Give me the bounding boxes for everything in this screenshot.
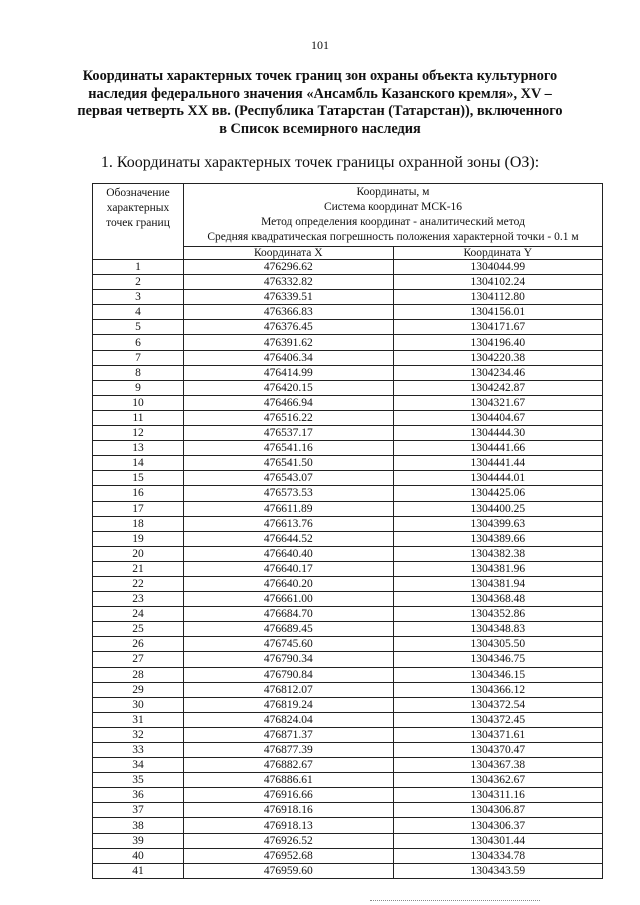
x-coordinate-cell: 476952.68 — [184, 848, 394, 863]
point-number-cell: 22 — [93, 576, 184, 591]
x-coordinate-cell: 476414.99 — [184, 365, 394, 380]
point-number-cell: 25 — [93, 622, 184, 637]
y-coordinate-cell: 1304368.48 — [393, 592, 603, 607]
point-number-cell: 6 — [93, 335, 184, 350]
point-number-cell: 34 — [93, 758, 184, 773]
y-coordinate-cell: 1304444.30 — [393, 426, 603, 441]
point-number-cell: 18 — [93, 516, 184, 531]
table-row — [93, 320, 603, 335]
table-row — [93, 607, 603, 622]
x-coordinate-cell: 476812.07 — [184, 682, 394, 697]
y-coordinate-cell: 1304348.83 — [393, 622, 603, 637]
point-number-cell: 40 — [93, 848, 184, 863]
table-row — [93, 350, 603, 365]
x-coordinate-cell: 476661.00 — [184, 592, 394, 607]
y-coordinate-cell: 1304381.94 — [393, 576, 603, 591]
section-title: 1. Координаты характерных точек границы охранной зоны (ОЗ): — [100, 154, 540, 171]
table-row — [93, 773, 603, 788]
point-number-cell: 36 — [93, 788, 184, 803]
x-coordinate-cell: 476640.17 — [184, 561, 394, 576]
point-number-cell: 16 — [93, 486, 184, 501]
table-row — [93, 471, 603, 486]
y-coordinate-cell: 1304389.66 — [393, 531, 603, 546]
y-coordinate-cell: 1304311.16 — [393, 788, 603, 803]
x-coordinate-cell: 476790.34 — [184, 652, 394, 667]
designation-header-line: точек границ — [106, 217, 170, 229]
point-number-cell: 29 — [93, 682, 184, 697]
y-coordinate-cell: 1304306.87 — [393, 803, 603, 818]
y-coordinate-cell: 1304441.66 — [393, 441, 603, 456]
point-number-cell: 7 — [93, 350, 184, 365]
table-row — [93, 863, 603, 878]
table-row — [93, 486, 603, 501]
y-coordinate-cell: 1304372.45 — [393, 712, 603, 727]
x-coordinate-cell: 476926.52 — [184, 833, 394, 848]
y-coordinate-cell: 1304425.06 — [393, 486, 603, 501]
point-number-cell: 27 — [93, 652, 184, 667]
table-row — [93, 727, 603, 742]
point-number-cell: 32 — [93, 727, 184, 742]
designation-header — [93, 184, 184, 260]
y-coordinate-cell: 1304156.01 — [393, 305, 603, 320]
point-number-cell: 15 — [93, 471, 184, 486]
table-row — [93, 743, 603, 758]
title-line: первая четверть XX вв. (Республика Татарстан (Татарстан)), включенного — [77, 103, 563, 119]
table-row — [93, 818, 603, 833]
y-coordinate-cell: 1304362.67 — [393, 773, 603, 788]
y-coordinate-cell: 1304366.12 — [393, 682, 603, 697]
point-number-cell: 19 — [93, 531, 184, 546]
x-coordinate-cell: 476959.60 — [184, 863, 394, 878]
page-number: 101 — [311, 38, 329, 52]
document-title — [70, 68, 570, 138]
point-number-cell: 12 — [93, 426, 184, 441]
title-line: наследия федерального значения «Ансамбль Казанского кремля», XV – — [88, 85, 552, 102]
table-row — [93, 260, 603, 275]
point-number-cell: 24 — [93, 607, 184, 622]
y-coordinate-cell: 1304400.25 — [393, 501, 603, 516]
coordinates-header-line: Координаты, м — [356, 186, 430, 198]
point-number-cell: 38 — [93, 818, 184, 833]
table-row — [93, 682, 603, 697]
designation-header-line: Обозначение — [106, 187, 170, 199]
table-row — [93, 456, 603, 471]
coordinates-header — [184, 184, 603, 247]
coordinates-table — [92, 183, 603, 879]
x-coordinate-cell: 476877.39 — [184, 743, 394, 758]
table-row — [93, 501, 603, 516]
x-coordinate-cell: 476332.82 — [184, 275, 394, 290]
x-coordinate-cell: 476466.94 — [184, 395, 394, 410]
point-number-cell: 37 — [93, 803, 184, 818]
table-row — [93, 697, 603, 712]
x-coordinate-cell: 476366.83 — [184, 305, 394, 320]
table-row — [93, 576, 603, 591]
y-coordinate-cell: 1304112.80 — [393, 290, 603, 305]
point-number-cell: 26 — [93, 637, 184, 652]
table-row — [93, 290, 603, 305]
table-row — [93, 546, 603, 561]
table-row — [93, 803, 603, 818]
table-row — [93, 410, 603, 425]
point-number-cell: 30 — [93, 697, 184, 712]
y-coordinate-cell: 1304382.38 — [393, 546, 603, 561]
point-number-cell: 10 — [93, 395, 184, 410]
table-row — [93, 335, 603, 350]
x-coordinate-cell: 476684.70 — [184, 607, 394, 622]
footer-divider — [370, 900, 540, 901]
point-number-cell: 21 — [93, 561, 184, 576]
table-row — [93, 441, 603, 456]
y-coordinate-cell: 1304196.40 — [393, 335, 603, 350]
x-coordinate-cell: 476819.24 — [184, 697, 394, 712]
y-coordinate-cell: 1304371.61 — [393, 727, 603, 742]
y-coordinate-cell: 1304044.99 — [393, 260, 603, 275]
table-row — [93, 848, 603, 863]
table-row — [93, 833, 603, 848]
point-number-cell: 5 — [93, 320, 184, 335]
point-number-cell: 14 — [93, 456, 184, 471]
y-coordinate-cell: 1304343.59 — [393, 863, 603, 878]
table-row — [93, 365, 603, 380]
x-coordinate-cell: 476745.60 — [184, 637, 394, 652]
table-row — [93, 788, 603, 803]
y-coordinate-header: Координата Y — [393, 247, 603, 260]
y-coordinate-cell: 1304321.67 — [393, 395, 603, 410]
point-number-cell: 4 — [93, 305, 184, 320]
x-coordinate-cell: 476516.22 — [184, 410, 394, 425]
coordinates-header-line: Средняя квадратическая погрешность положения характерной точки - 0.1 м — [207, 231, 579, 243]
designation-header-line: характерных — [106, 202, 170, 214]
y-coordinate-cell: 1304301.44 — [393, 833, 603, 848]
x-coordinate-cell: 476420.15 — [184, 380, 394, 395]
table-row — [93, 622, 603, 637]
y-coordinate-cell: 1304346.75 — [393, 652, 603, 667]
x-coordinate-cell: 476640.20 — [184, 576, 394, 591]
y-coordinate-cell: 1304352.86 — [393, 607, 603, 622]
point-number-cell: 9 — [93, 380, 184, 395]
y-coordinate-cell: 1304372.54 — [393, 697, 603, 712]
y-coordinate-cell: 1304404.67 — [393, 410, 603, 425]
y-coordinate-cell: 1304441.44 — [393, 456, 603, 471]
x-coordinate-cell: 476541.50 — [184, 456, 394, 471]
table-row — [93, 426, 603, 441]
x-coordinate-cell: 476406.34 — [184, 350, 394, 365]
x-coordinate-cell: 476339.51 — [184, 290, 394, 305]
title-line: в Список всемирного наследия — [219, 120, 421, 137]
x-coordinate-cell: 476296.62 — [184, 260, 394, 275]
title-line: Координаты характерных точек границ зон охраны объекта культурного — [82, 68, 558, 84]
y-coordinate-cell: 1304234.46 — [393, 365, 603, 380]
y-coordinate-cell: 1304102.24 — [393, 275, 603, 290]
x-coordinate-cell: 476790.84 — [184, 667, 394, 682]
point-number-cell: 23 — [93, 592, 184, 607]
point-number-cell: 28 — [93, 667, 184, 682]
point-number-cell: 11 — [93, 410, 184, 425]
x-coordinate-cell: 476611.89 — [184, 501, 394, 516]
x-coordinate-cell: 476573.53 — [184, 486, 394, 501]
table-row — [93, 395, 603, 410]
point-number-cell: 20 — [93, 546, 184, 561]
point-number-cell: 39 — [93, 833, 184, 848]
y-coordinate-cell: 1304305.50 — [393, 637, 603, 652]
point-number-cell: 1 — [93, 260, 184, 275]
x-coordinate-cell: 476918.16 — [184, 803, 394, 818]
x-coordinate-cell: 476391.62 — [184, 335, 394, 350]
point-number-cell: 41 — [93, 863, 184, 878]
x-coordinate-cell: 476689.45 — [184, 622, 394, 637]
table-row — [93, 275, 603, 290]
x-coordinate-cell: 476918.13 — [184, 818, 394, 833]
table-row — [93, 516, 603, 531]
x-coordinate-cell: 476640.40 — [184, 546, 394, 561]
y-coordinate-cell: 1304334.78 — [393, 848, 603, 863]
y-coordinate-cell: 1304381.96 — [393, 561, 603, 576]
x-coordinate-cell: 476871.37 — [184, 727, 394, 742]
table-row — [93, 531, 603, 546]
y-coordinate-cell: 1304242.87 — [393, 380, 603, 395]
y-coordinate-cell: 1304370.47 — [393, 743, 603, 758]
x-coordinate-cell: 476613.76 — [184, 516, 394, 531]
table-row — [93, 667, 603, 682]
y-coordinate-cell: 1304399.63 — [393, 516, 603, 531]
table-row — [93, 592, 603, 607]
table-header-row — [93, 184, 603, 247]
point-number-cell: 35 — [93, 773, 184, 788]
point-number-cell: 8 — [93, 365, 184, 380]
y-coordinate-cell: 1304346.15 — [393, 667, 603, 682]
table-row — [93, 652, 603, 667]
x-coordinate-cell: 476541.16 — [184, 441, 394, 456]
y-coordinate-cell: 1304444.01 — [393, 471, 603, 486]
point-number-cell: 2 — [93, 275, 184, 290]
x-coordinate-cell: 476824.04 — [184, 712, 394, 727]
coordinates-header-line: Система координат МСК-16 — [323, 201, 463, 213]
x-coordinate-cell: 476886.61 — [184, 773, 394, 788]
table-row — [93, 561, 603, 576]
y-coordinate-cell: 1304171.67 — [393, 320, 603, 335]
y-coordinate-cell: 1304220.38 — [393, 350, 603, 365]
table-row — [93, 758, 603, 773]
x-coordinate-cell: 476882.67 — [184, 758, 394, 773]
point-number-cell: 17 — [93, 501, 184, 516]
x-coordinate-cell: 476644.52 — [184, 531, 394, 546]
x-coordinate-cell: 476916.66 — [184, 788, 394, 803]
table-row — [93, 712, 603, 727]
point-number-cell: 13 — [93, 441, 184, 456]
point-number-cell: 31 — [93, 712, 184, 727]
table-row — [93, 637, 603, 652]
table-row — [93, 305, 603, 320]
x-coordinate-header: Координата X — [184, 247, 394, 260]
point-number-cell: 3 — [93, 290, 184, 305]
y-coordinate-cell: 1304367.38 — [393, 758, 603, 773]
coordinates-header-line: Метод определения координат - аналитический метод — [261, 216, 525, 228]
x-coordinate-cell: 476537.17 — [184, 426, 394, 441]
point-number-cell: 33 — [93, 743, 184, 758]
y-coordinate-cell: 1304306.37 — [393, 818, 603, 833]
table-row — [93, 380, 603, 395]
x-coordinate-cell: 476543.07 — [184, 471, 394, 486]
x-coordinate-cell: 476376.45 — [184, 320, 394, 335]
